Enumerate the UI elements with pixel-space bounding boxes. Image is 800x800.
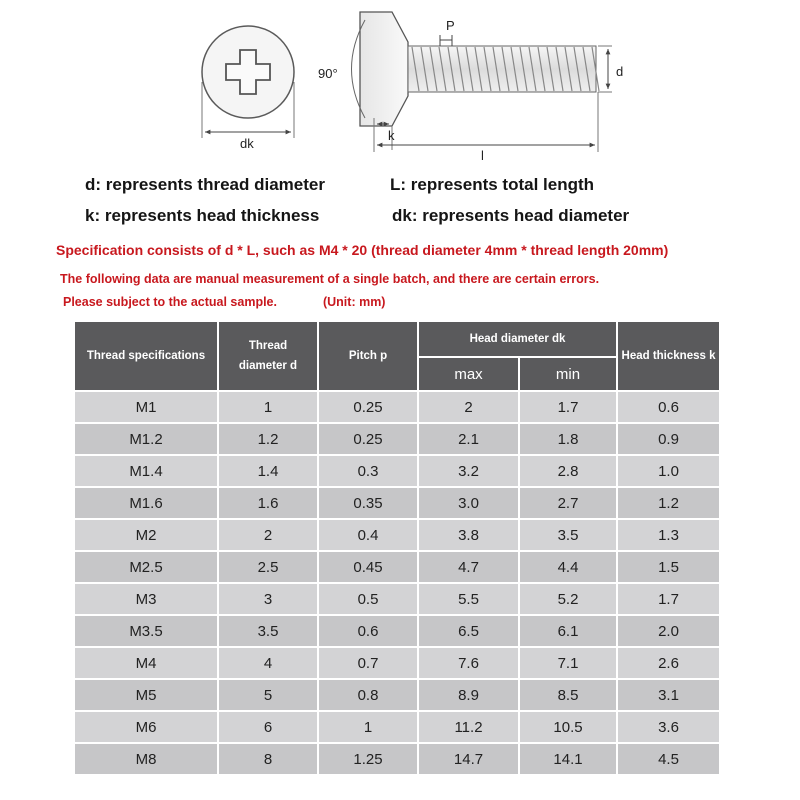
cell-head-min: 14.1 <box>519 743 617 775</box>
cell-spec: M3.5 <box>74 615 218 647</box>
cell-head-thickness: 1.2 <box>617 487 720 519</box>
cell-head-min: 1.8 <box>519 423 617 455</box>
pitch-label: P <box>446 18 455 33</box>
cell-pitch: 0.3 <box>318 455 418 487</box>
cell-thread-diameter: 2.5 <box>218 551 318 583</box>
cell-pitch: 0.45 <box>318 551 418 583</box>
header-min: min <box>519 357 617 391</box>
cell-head-thickness: 2.6 <box>617 647 720 679</box>
table-row <box>74 551 720 583</box>
cell-head-thickness: 3.6 <box>617 711 720 743</box>
cell-head-thickness: 0.6 <box>617 391 720 423</box>
cell-pitch: 0.4 <box>318 519 418 551</box>
cell-head-min: 1.7 <box>519 391 617 423</box>
cell-thread-diameter: 1.2 <box>218 423 318 455</box>
cell-thread-diameter: 1.4 <box>218 455 318 487</box>
dk-label: dk <box>240 136 254 151</box>
cell-pitch: 1.25 <box>318 743 418 775</box>
cell-pitch: 0.6 <box>318 615 418 647</box>
header-head-thickness: Head thickness k <box>617 321 720 391</box>
cell-head-max: 7.6 <box>418 647 519 679</box>
specification-table <box>73 320 721 776</box>
table-row <box>74 519 720 551</box>
legend-head-thickness: k: represents head thickness <box>85 206 320 225</box>
head-top-view <box>202 26 294 138</box>
table-row <box>74 615 720 647</box>
cell-head-min: 3.5 <box>519 519 617 551</box>
cell-thread-diameter: 5 <box>218 679 318 711</box>
cell-head-thickness: 0.9 <box>617 423 720 455</box>
cell-spec: M1.6 <box>74 487 218 519</box>
cell-head-max: 4.7 <box>418 551 519 583</box>
cell-thread-diameter: 3.5 <box>218 615 318 647</box>
cell-pitch: 0.5 <box>318 583 418 615</box>
cell-pitch: 0.25 <box>318 391 418 423</box>
screw-diagram-svg <box>0 0 800 168</box>
cell-head-max: 11.2 <box>418 711 519 743</box>
cell-spec: M1 <box>74 391 218 423</box>
cell-head-thickness: 1.7 <box>617 583 720 615</box>
cell-head-min: 2.7 <box>519 487 617 519</box>
header-thread-diameter: Thread diameter d <box>218 321 318 391</box>
cell-spec: M8 <box>74 743 218 775</box>
cell-head-max: 3.2 <box>418 455 519 487</box>
specification-note: Specification consists of d * L, such as M4 * 20 (thread diameter 4mm * thread length 20mm) <box>56 242 669 258</box>
cell-pitch: 0.8 <box>318 679 418 711</box>
unit-note: (Unit: mm) <box>322 295 386 309</box>
measurement-note: The following data are manual measurement of a single batch, and there are certain errors. <box>60 272 600 286</box>
cell-thread-diameter: 8 <box>218 743 318 775</box>
cell-thread-diameter: 1 <box>218 391 318 423</box>
table-row <box>74 647 720 679</box>
cell-head-max: 3.8 <box>418 519 519 551</box>
cell-head-thickness: 1.5 <box>617 551 720 583</box>
cell-spec: M5 <box>74 679 218 711</box>
cell-head-thickness: 1.3 <box>617 519 720 551</box>
cell-spec: M6 <box>74 711 218 743</box>
cell-thread-diameter: 1.6 <box>218 487 318 519</box>
cell-head-max: 3.0 <box>418 487 519 519</box>
header-pitch: Pitch p <box>318 321 418 391</box>
cell-spec: M1.4 <box>74 455 218 487</box>
table-row <box>74 743 720 775</box>
cell-head-max: 2 <box>418 391 519 423</box>
legend-head-diameter: dk: represents head diameter <box>392 206 630 225</box>
table-row <box>74 711 720 743</box>
legend-thread-diameter: d: represents thread diameter <box>85 175 325 194</box>
cell-head-max: 2.1 <box>418 423 519 455</box>
cell-spec: M2 <box>74 519 218 551</box>
screw-diagram <box>0 0 800 168</box>
cell-thread-diameter: 4 <box>218 647 318 679</box>
table-row <box>74 583 720 615</box>
cell-head-max: 6.5 <box>418 615 519 647</box>
cell-thread-diameter: 3 <box>218 583 318 615</box>
cell-head-min: 4.4 <box>519 551 617 583</box>
d-label: d <box>616 64 624 79</box>
table-body <box>74 391 720 775</box>
legend-total-length: L: represents total length <box>390 175 595 194</box>
header-max: max <box>418 357 519 391</box>
sample-note-line <box>63 295 385 309</box>
cell-pitch: 0.25 <box>318 423 418 455</box>
table-row <box>74 487 720 519</box>
cell-head-min: 8.5 <box>519 679 617 711</box>
header-head-diameter: Head diameter dk <box>418 321 617 357</box>
cell-spec: M1.2 <box>74 423 218 455</box>
length-label: l <box>481 148 484 163</box>
cell-spec: M3 <box>74 583 218 615</box>
sample-note: Please subject to the actual sample. <box>63 295 277 309</box>
k-label: k <box>388 128 395 143</box>
cell-spec: M2.5 <box>74 551 218 583</box>
cell-head-max: 5.5 <box>418 583 519 615</box>
cell-head-thickness: 2.0 <box>617 615 720 647</box>
table-header <box>74 321 720 391</box>
header-thread-specifications: Thread specifications <box>74 321 218 391</box>
angle-label: 90° <box>318 66 338 81</box>
cell-head-min: 10.5 <box>519 711 617 743</box>
cell-head-min: 7.1 <box>519 647 617 679</box>
table-row <box>74 679 720 711</box>
countersunk-head <box>360 12 408 126</box>
cell-head-max: 8.9 <box>418 679 519 711</box>
cell-head-min: 6.1 <box>519 615 617 647</box>
cell-head-max: 14.7 <box>418 743 519 775</box>
table-row <box>74 455 720 487</box>
cell-pitch: 0.35 <box>318 487 418 519</box>
cell-head-thickness: 4.5 <box>617 743 720 775</box>
cell-spec: M4 <box>74 647 218 679</box>
cell-head-min: 5.2 <box>519 583 617 615</box>
cell-thread-diameter: 6 <box>218 711 318 743</box>
cell-pitch: 1 <box>318 711 418 743</box>
table-row <box>74 423 720 455</box>
cell-head-min: 2.8 <box>519 455 617 487</box>
cell-head-thickness: 3.1 <box>617 679 720 711</box>
cell-pitch: 0.7 <box>318 647 418 679</box>
cell-head-thickness: 1.0 <box>617 455 720 487</box>
cell-thread-diameter: 2 <box>218 519 318 551</box>
table-row <box>74 391 720 423</box>
